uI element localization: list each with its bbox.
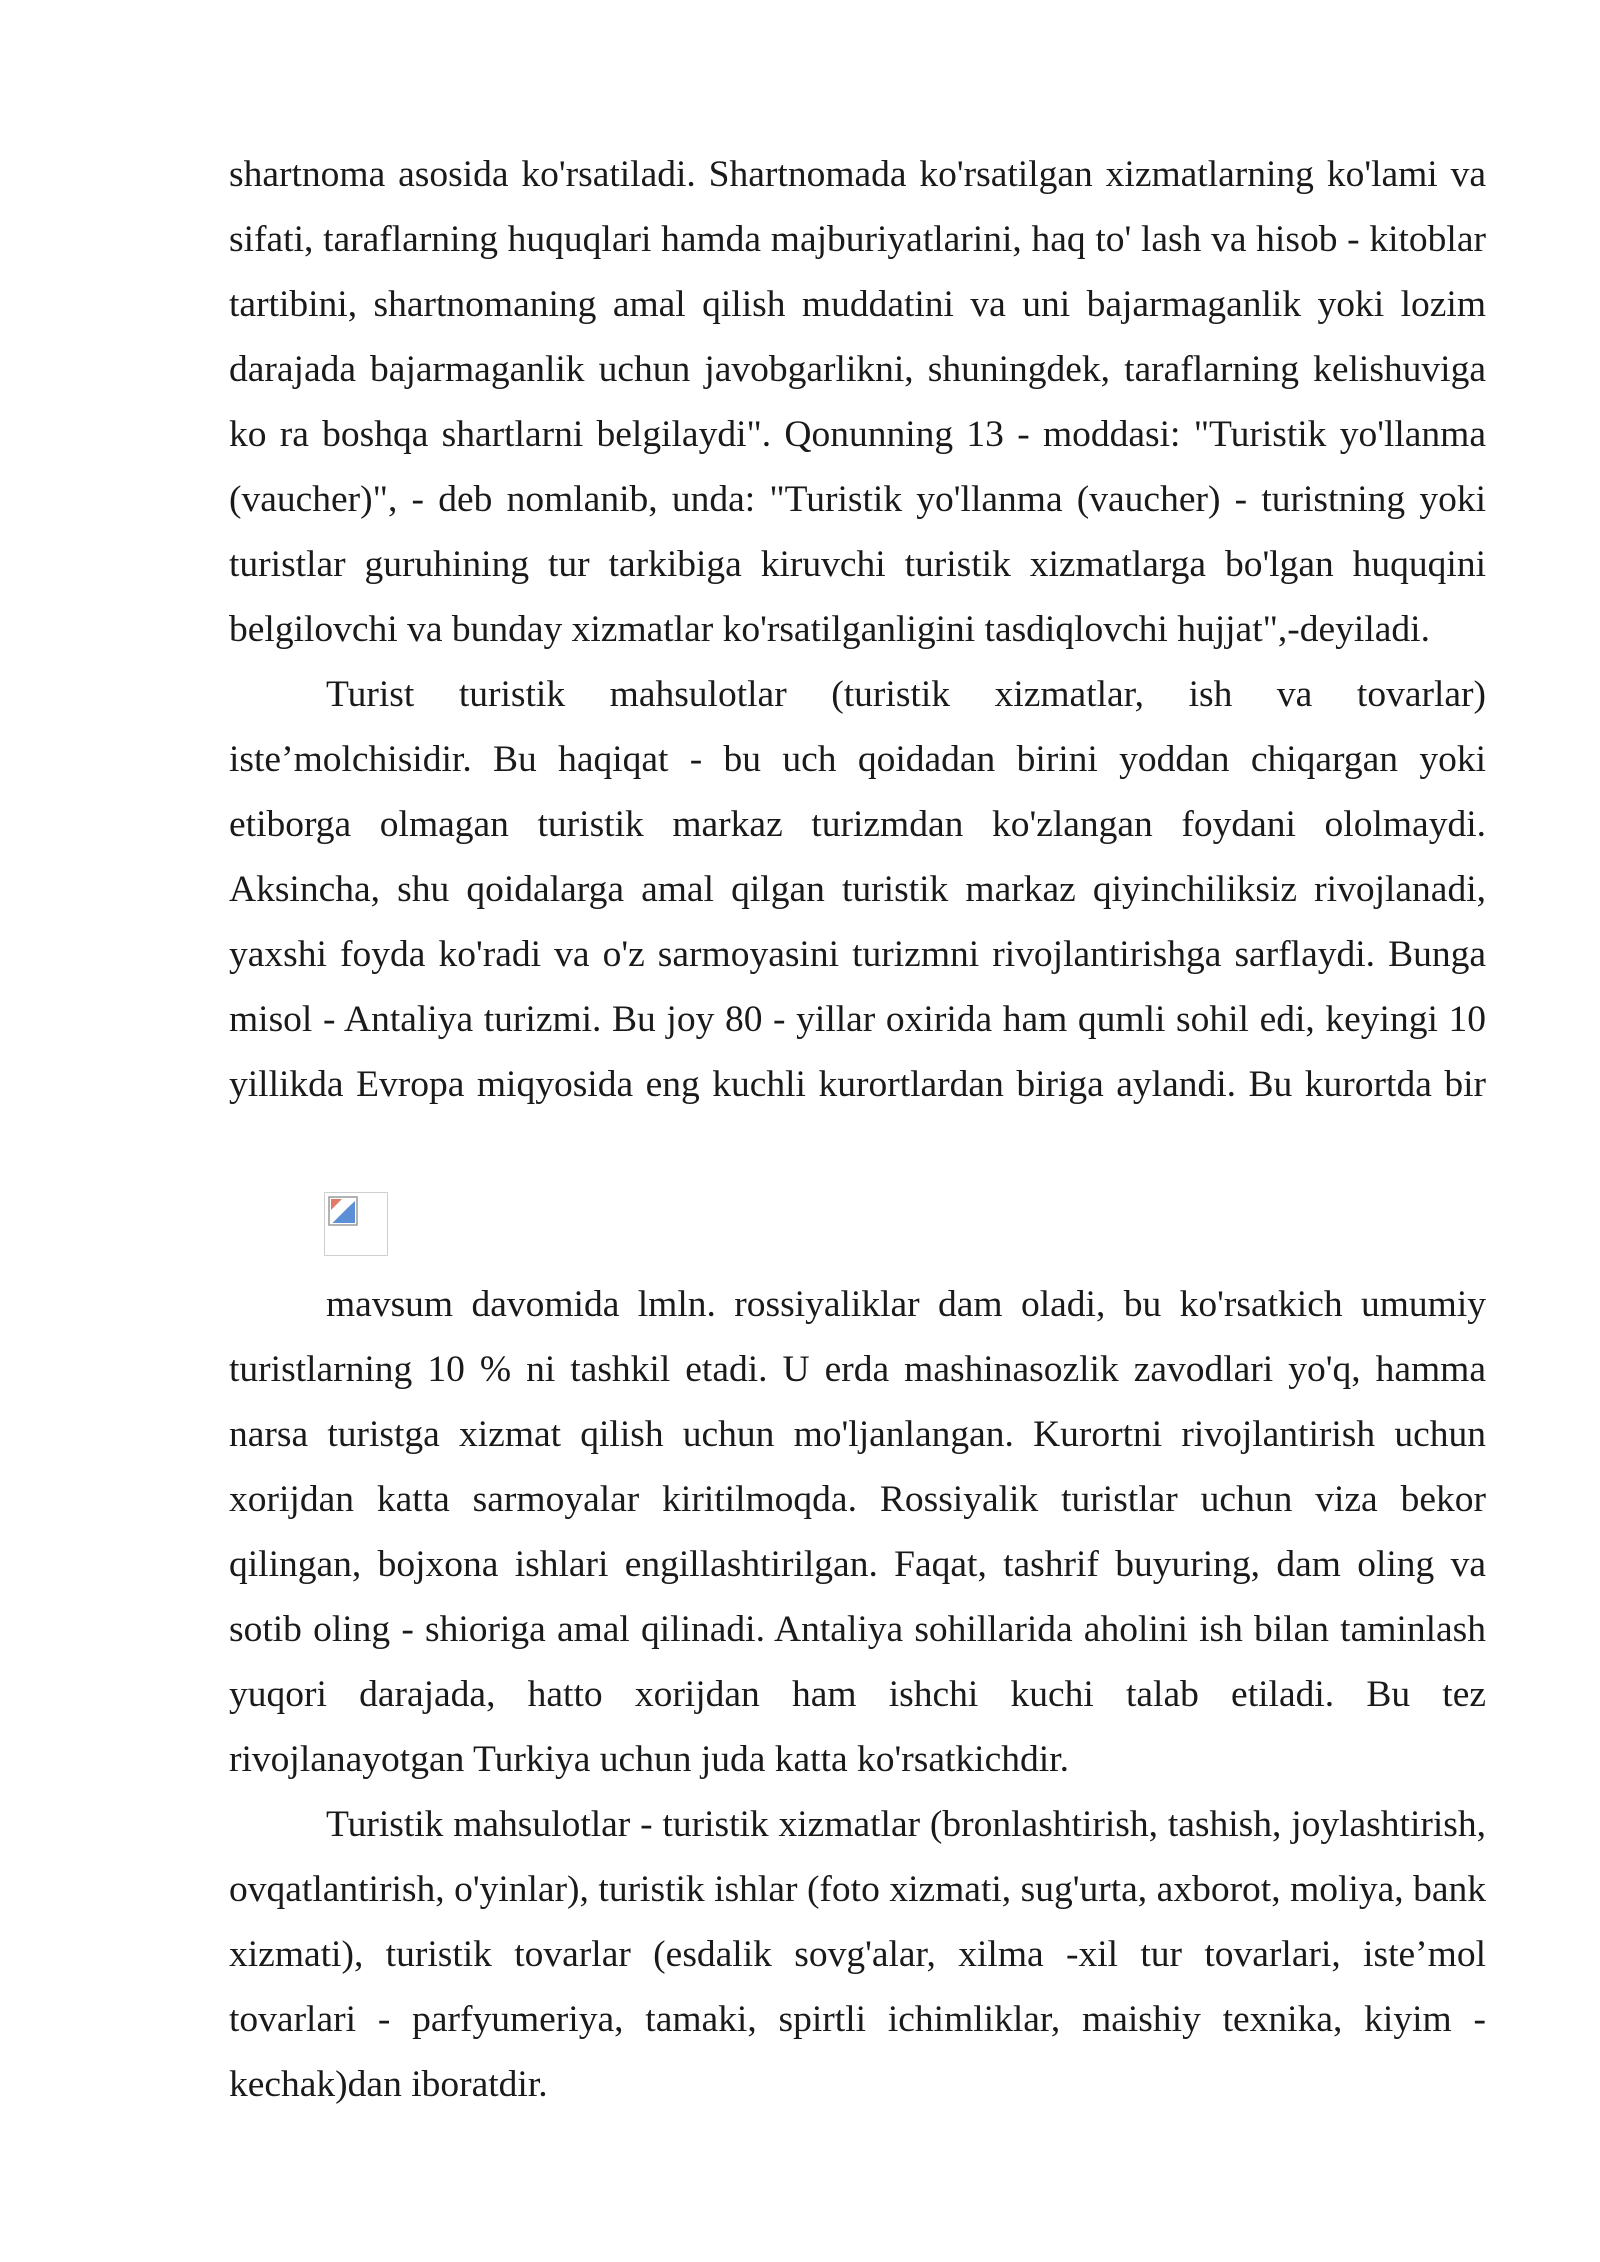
broken-image-placeholder: [324, 1192, 388, 1256]
broken-image-icon: [328, 1196, 358, 1226]
paragraph-continuation: shartnoma asosida ko'rsatiladi. Shartnomada ko'rsatilgan xizmatlarning ko'lami va sifati, taraflarning huquqlari hamda majburiyatlarini, haq to' lash va hisob - kitoblar tartibini, shartnomaning amal qilish muddatini va uni bajarmaganlik yoki lozim darajada bajarmaganlik uchun javobgarlikni, shuningdek, taraflarning kelishuviga ko ra boshqa shartlarni belgilaydi". Qonunning 13 - moddasi: "Turistik yo'llanma (vaucher)", - deb nomlanib, unda: "Turistik yo'llanma (vaucher) - turistning yoki turistlar guruhining tur tarkibiga kiruvchi turistik xizmatlarga bo'lgan huquqini belgilovchi va bunday xizmatlar ko'rsatilganligini tasdiqlovchi hujjat",-deyiladi.: [229, 154, 1486, 650]
paragraph-mavsum: mavsum davomida lmln. rossiyaliklar dam oladi, bu ko'rsatkich umumiy turistlarning 10 % ni tashkil etadi. U erda mashinasozlik zavodlari yo'q, hamma narsa turistga xizmat qilish uchun mo'ljanlangan. Kurortni rivojlantirish uchun xorijdan katta sarmoyalar kiritilmoqda. Rossiyalik turistlar uchun viza bekor qilingan, bojxona ishlari engillashtirilgan. Faqat, tashrif buyuring, dam oling va sotib oling - shioriga amal qilinadi. Antaliya sohillarida aholini ish bilan taminlash yuqori darajada, hatto xorijdan ham ishchi kuchi talab etiladi. Bu tez rivojlanayotgan Turkiya uchun juda katta ko'rsatkichdir.: [229, 1284, 1486, 1780]
text-block-top: [229, 142, 1486, 1117]
paragraph-turistik-mahsulotlar: Turistik mahsulotlar - turistik xizmatlar (bronlashtirish, tashish, joylashtirish, ovqatlantirish, o'yinlar), turistik ishlar (foto xizmati, sug'urta, axborot, moliya, bank xizmati), turistik tovarlar (esdalik sovg'alar, xilma -xil tur tovarlari, iste’mol tovarlari - parfyumeriya, tamaki, spirtli ichimliklar, maishiy texnika, kiyim - kechak)dan iboratdir.: [229, 1804, 1486, 2105]
text-block-bottom: [229, 1272, 1486, 2117]
paragraph-turist: Turist turistik mahsulotlar (turistik xizmatlar, ish va tovarlar) iste’molchisidir. Bu haqiqat - bu uch qoidadan birini yoddan chiqargan yoki etiborga olmagan turistik markaz turizmdan ko'zlangan foydani ololmaydi. Aksincha, shu qoidalarga amal qilgan turistik markaz qiyinchiliksiz rivojlanadi, yaxshi foyda ko'radi va o'z sarmoyasini turizmni rivojlantirishga sarflaydi. Bunga misol - Antaliya turizmi. Bu joy 80 - yillar oxirida ham qumli sohil edi, keyingi 10 yillikda Evropa miqyosida eng kuchli kurortlardan biriga aylandi. Bu kurortda bir: [229, 674, 1486, 1105]
